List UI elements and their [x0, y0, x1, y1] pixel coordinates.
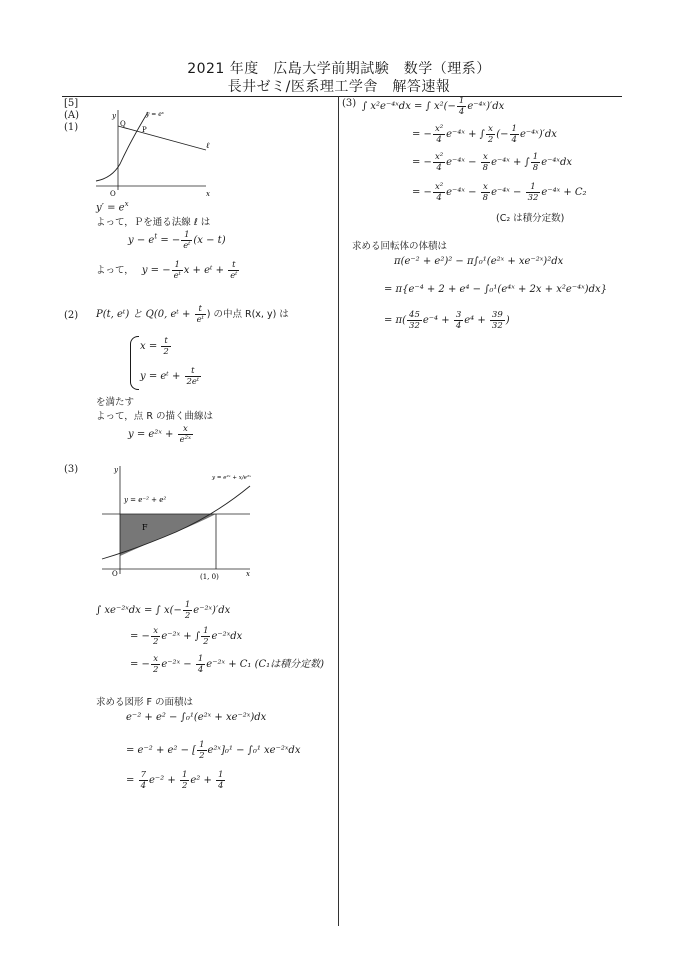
problem-3-label: (3): [64, 464, 79, 475]
graph-2-y-label: y: [114, 466, 118, 474]
graph-1-line-label: ℓ: [206, 141, 210, 150]
integral-1-line-2: = − $\frac{x}{2}$ e⁻²ˣ + ∫ $\frac{1}{2}$ e⁻²ˣdx: [130, 626, 243, 647]
graph-2: [96, 462, 256, 582]
graph-1-normal-line: [118, 126, 206, 150]
derivative-line: $y' = e^x$: [96, 200, 129, 214]
locus-equation: y = e²ˣ + $\frac{x}{\text{e²ˣ}}$: [128, 424, 192, 445]
right-problem-3-label: (3): [342, 98, 357, 109]
area-title: 求める図形 F の面積は: [96, 697, 194, 708]
integral-2-line-4: = − $\frac{\text{x²}}{4}$ e⁻⁴ˣ − $\frac{x}{8}$ e⁻⁴ˣ − $\frac{1}{32}$ e⁻⁴ˣ + C₂: [412, 182, 587, 203]
graph-1-x-label: x: [206, 190, 210, 198]
graph-1-point-p: P: [142, 126, 147, 134]
problem-2-label: (2): [64, 310, 79, 321]
part-a-label: (A): [64, 110, 80, 121]
integral-2-line-3: = − $\frac{\text{x²}}{4}$ e⁻⁴ˣ − $\frac{x}{8}$ e⁻⁴ˣ + ∫ $\frac{1}{8}$ e⁻⁴ˣdx: [412, 152, 572, 173]
page-title: 2021 年度 広島大学前期試験 数学（理系）: [187, 61, 491, 77]
volume-title: 求める回転体の体積は: [352, 241, 448, 252]
p1-text-1: よって，Ｐを通る法線 ℓ は: [96, 217, 211, 228]
volume-result: = π( $\frac{45}{32}$ e⁻⁴ + $\frac{3}{4}$ e⁴ + $\frac{39}{32}$ ): [384, 310, 510, 331]
header-rule: [62, 96, 622, 97]
area-result: = $\frac{7}{4}$ e⁻² + $\frac{1}{2}$ e² + $\frac{1}{4}$: [126, 770, 224, 791]
system-eq-y: y = eᵗ + $\frac{t}{\text{2eᵗ}}$: [140, 366, 200, 387]
p2-text-2: よって，点 R の描く曲線は: [96, 411, 213, 422]
area-line-2: = e⁻² + e² − [ $\frac{1}{2}$ e²ˣ]₀¹ − ∫₀¹ xe⁻²ˣdx: [126, 740, 301, 761]
integral-1-line-3: = − $\frac{x}{2}$ e⁻²ˣ − $\frac{1}{4}$ e⁻²ˣ + C₁ (C₁は積分定数): [130, 654, 325, 675]
normal-eq-2: よって， y = − $\frac{1}{\text{eᵗ}}$ x + eᵗ + $\frac{t}{\text{eᵗ}}$: [96, 260, 238, 281]
graph-2-region-label: F: [142, 523, 148, 532]
p2-text-1: を満たす: [96, 397, 135, 408]
volume-line-2: = π{e⁻⁴ + 2 + e⁴ − ∫₀¹(e⁴ˣ + 2x + x²e⁻⁴ˣ)dx}: [384, 284, 607, 295]
graph-2-curve-label: y = e²ˣ + x/e²ˣ: [212, 475, 252, 481]
p2-intro: P(t, eᵗ) と Q(0, eᵗ + $\frac{t}{\text{eᵗ}}$ ) の中点 R(x, y) は: [96, 304, 289, 325]
area-line-1: e⁻² + e² − ∫₀¹(e²ˣ + xe⁻²ˣ)dx: [126, 712, 267, 723]
integral-2-line-1: ∫ x²e⁻⁴ˣdx = ∫ x²(− $\frac{1}{4}$ e⁻⁴ˣ)′dx: [362, 96, 505, 117]
constant-note: (C₂ は積分定数): [496, 213, 565, 224]
graph-2-origin: O: [112, 570, 118, 578]
system-brace: [130, 336, 139, 390]
normal-eq-1: $y - e^t$ = − $\frac{1}{\text{eᵗ}}$ (x − t): [128, 230, 226, 251]
graph-2-point-label: (1, 0): [200, 573, 219, 581]
graph-1-origin: O: [110, 190, 116, 198]
problem-1-label: (1): [64, 122, 79, 133]
graph-1: [88, 104, 218, 198]
section-label: [5]: [64, 98, 79, 109]
graph-2-line-label: y = e⁻² + e²: [124, 496, 167, 504]
volume-line-1: π(e⁻² + e²)² − π∫₀¹(e²ˣ + xe⁻²ˣ)²dx: [394, 256, 564, 267]
integral-1-line-1: ∫ xe⁻²ˣdx = ∫ x(− $\frac{1}{2}$ e⁻²ˣ)′dx: [96, 600, 231, 621]
page-subtitle: 長井ゼミ/医系理工学舎 解答速報: [227, 79, 451, 95]
integral-2-line-2: = − $\frac{\text{x²}}{4}$ e⁻⁴ˣ + ∫ $\frac{x}{2}$ (− $\frac{1}{4}$ e⁻⁴ˣ)′dx: [412, 124, 557, 145]
graph-1-curve-label: y = eˣ: [146, 111, 164, 118]
graph-1-y-label: y: [112, 112, 116, 120]
column-divider: [338, 96, 339, 926]
graph-2-x-label: x: [246, 570, 250, 578]
system-eq-x: x = $\frac{t}{2}$: [140, 336, 169, 357]
graph-1-point-q: Q: [120, 120, 126, 128]
